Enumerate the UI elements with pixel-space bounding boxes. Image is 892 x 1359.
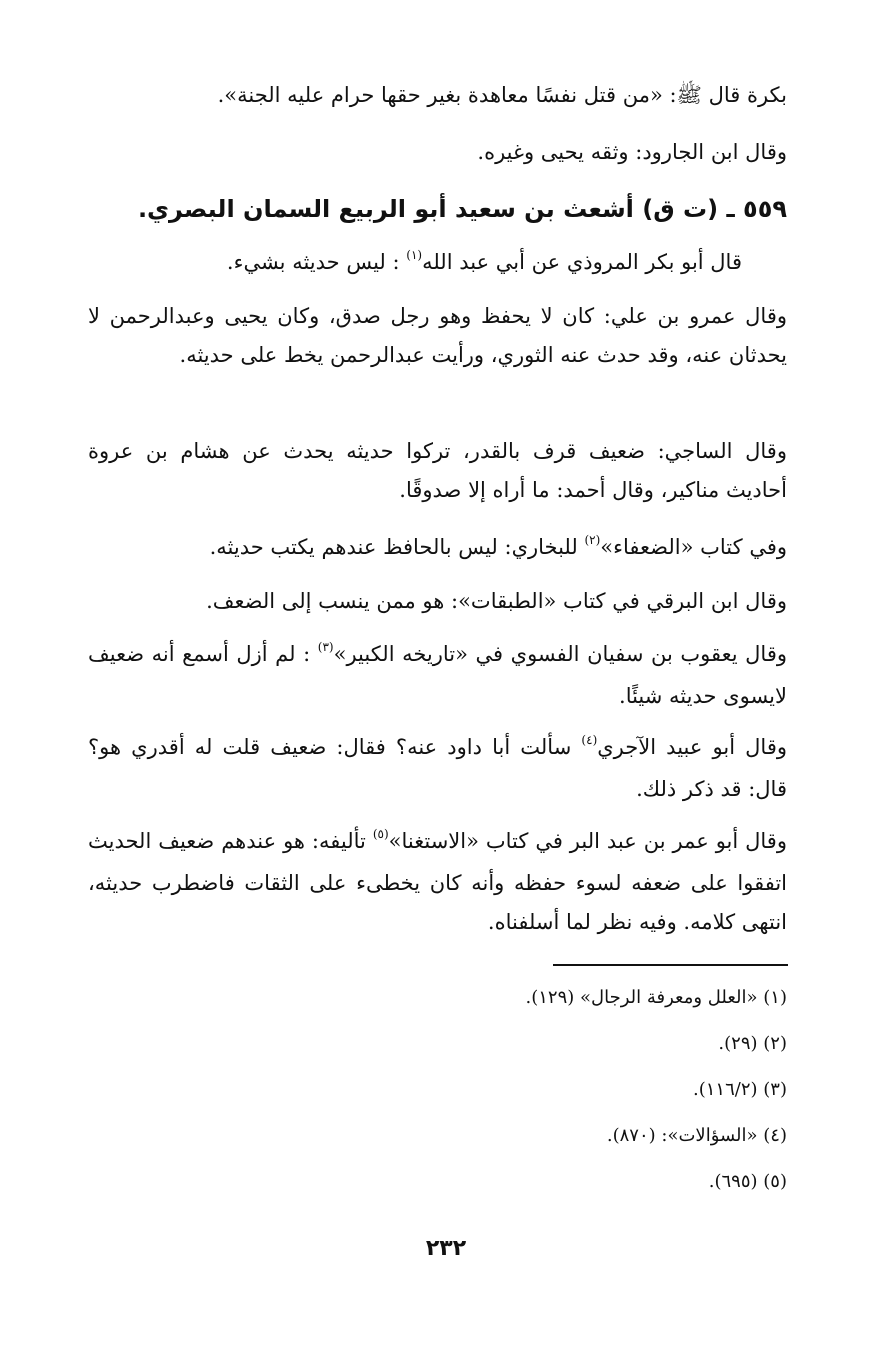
paragraph-text: سألت أبا داود عنه؟ فقال: ضعيف قلت له أقدري هو؟ قال: قد ذكر ذلك. [88, 735, 787, 801]
paragraph-ibn-abd-al-barr [88, 822, 787, 942]
paragraph-al-ajurri [88, 728, 787, 809]
paragraph-text: للبخاري: ليس بالحافظ عندهم يكتب حديثه. [209, 535, 585, 559]
paragraph-text: قال أبو بكر المروذي عن أبي عبد الله [422, 250, 742, 274]
footnote-3: (٣) (١١٦/٢). [693, 1079, 787, 1100]
page-number: ٢٣٢ [425, 1236, 467, 1261]
paragraph-text: : لم أزل أسمع أنه ضعيف لايسوى حديثه شيئًا. [88, 642, 787, 708]
paragraph-text: وقال يعقوب بن سفيان الفسوي في «تاريخه الكبير» [333, 642, 788, 666]
footnote-2: (٢) (٢٩). [718, 1033, 787, 1054]
footnote-ref: (٣) [317, 640, 334, 654]
paragraph-bukhari [88, 528, 787, 570]
footnote-5: (٥) (٦٩٥). [708, 1171, 787, 1192]
heading-text: ٥٥٩ ـ (ت ق) أشعث بن سعيد أبو الربيع السمان البصري. [137, 195, 787, 223]
footnote-ref: (١) [406, 248, 423, 262]
paragraph-text: وقال ابن البرقي في كتاب «الطبقات»: هو ممن ينسب إلى الضعف. [206, 589, 787, 613]
footnote-4: (٤) «السؤالات»: (٨٧٠). [606, 1125, 787, 1146]
paragraph-amr-bin-ali [88, 297, 787, 375]
paragraph-text: وقال أبو عمر بن عبد البر في كتاب «الاستغنا» [388, 829, 787, 853]
paragraph-hadith-continuation [88, 76, 787, 115]
paragraph-text: بكرة قال ﷺ: «من قتل نفسًا معاهدة بغير حقها حرام عليه الجنة». [217, 83, 787, 107]
paragraph-text: وقال الساجي: ضعيف قرف بالقدر، تركوا حديثه يحدث عن هشام بن عروة أحاديث مناكير، وقال أحمد: ما أراه إلا صدوقًا. [88, 439, 787, 502]
paragraph-text: وقال أبو عبيد الآجري [597, 735, 787, 759]
paragraph-text: تأليفه: هو عندهم ضعيف الحديث اتفقوا على ضعفه لسوء حفظه وأنه كان يخطىء على الثقات فاضطرب حديثه، انتهى كلامه. وفيه نظر لما أسلفناه. [88, 829, 787, 934]
footnote-ref: (٤) [581, 733, 598, 747]
footnote-ref: (٥) [372, 827, 389, 841]
footnote-separator [553, 964, 788, 966]
paragraph-text: : ليس حديثه بشيء. [226, 250, 407, 274]
paragraph-ibn-al-barqi [88, 582, 787, 621]
paragraph-text: وقال عمرو بن علي: كان لا يحفظ وهو رجل صدق، وكان يحيى وعبدالرحمن لا يحدثان عنه، وقد حدث عنه الثوري، ورأيت عبدالرحمن يخط على حديثه. [88, 304, 787, 367]
paragraph-ibn-al-jarud [88, 133, 787, 172]
footnote-ref: (٢) [584, 533, 601, 547]
entry-heading [88, 190, 787, 229]
footnote-1: (١) «العلل ومعرفة الرجال» (١٢٩). [525, 987, 787, 1008]
paragraph-al-saji [88, 432, 787, 510]
paragraph-yaqub-al-fasawi [88, 635, 787, 716]
paragraph-text: وقال ابن الجارود: وثقه يحيى وغيره. [477, 140, 787, 164]
paragraph-text: وفي كتاب «الضعفاء» [600, 535, 787, 559]
paragraph-al-marrudhi [88, 243, 787, 285]
